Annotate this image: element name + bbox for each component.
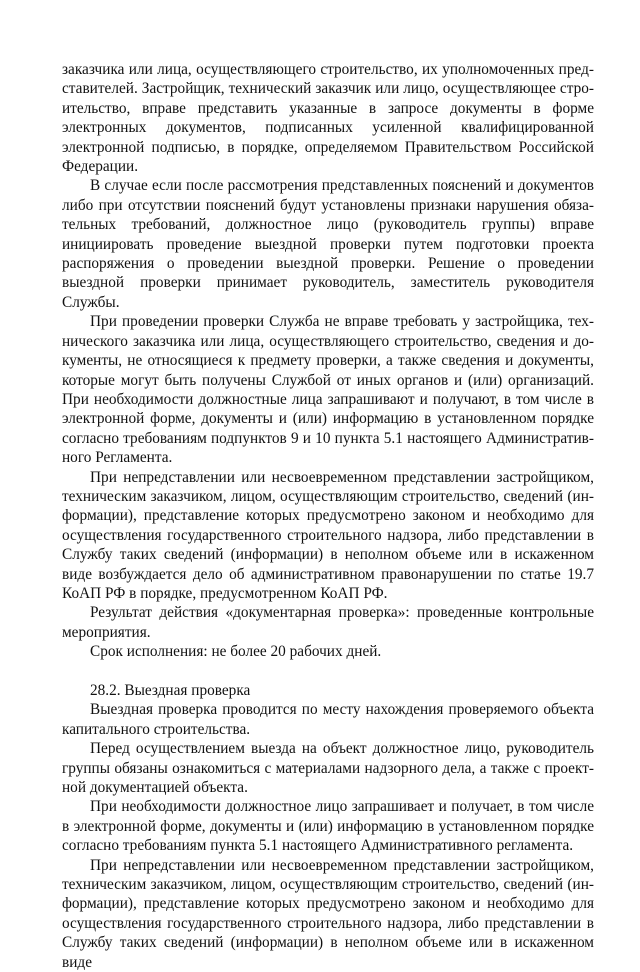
paragraph-inspection-restrictions: При проведении проверки Служба не вправе требовать у застройщика, технического заказчика или лица, осуществляющего строительство, сведения и документы, не относящиеся к предмету проверки, а также сведения и документы, которые могут быть получены Службой от иных органов и (или) организаций. При необходимости должностные лица запрашивают и получают, в том числе в электронной форме, документы и (или) информацию в установленном порядке согласно требованиям подпунктов 9 и 10 пункта 5.1 настоящего Административного Регламента.: [62, 313, 594, 467]
paragraph-continuation: заказчика или лица, осуществляющего строительство, их уполномоченных представителей. Застройщик, технический заказчик или лицо, осуществляющее строительство, вправе представить указанные в запросе документы в форме электронных документов, подписанных усиленной квалифицированной электронной подписью, в порядке, определяемом Правительством Российской Федерации.: [62, 61, 594, 176]
paragraph-non-submission-onsite: При непредставлении или несвоевременном представлении застройщиком, техническим заказчиком, лицом, осуществляющим строительство, сведений (информации), представление которых предусмотрено законом и необходимо для осуществления государственного строительного надзора, либо представлении в Службу таких сведений (информации) в неполном объеме или в искаженном виде: [62, 856, 594, 971]
paragraph-result: Результат действия «документарная проверка»: проведенные контрольные мероприятия.: [62, 604, 594, 641]
section-heading: 28.2. Выездная проверка: [90, 681, 251, 699]
paragraph-deadline: Срок исполнения: не более 20 рабочих дней.: [90, 643, 382, 661]
document-page: [62, 60, 594, 972]
paragraph-onsite-location: Выездная проверка проводится по месту нахождения проверяемого объекта капитального строительства.: [62, 701, 594, 738]
paragraph-violation-signs: В случае если после рассмотрения представленных пояснений и документов либо при отсутствии пояснений будут установлены признаки нарушения обязательных требований, должностное лицо (руководитель группы) вправе инициировать проведение выездной проверки путем подготовки проекта распоряжения о проведении выездной проверки. Решение о проведении выездной проверки принимает руководитель, заместитель руководителя Службы.: [62, 177, 594, 311]
paragraph-request-documents: При необходимости должностное лицо запрашивает и получает, в том числе в электронной форме, документы и (или) информацию в установленном порядке согласно требованиям пункта 5.1 настоящего Административного регламента.: [62, 798, 594, 855]
paragraph-before-visit: Перед осуществлением выезда на объект должностное лицо, руководитель группы обязаны ознакомиться с материалами надзорного дела, а также с проектной документацией объекта.: [62, 740, 594, 797]
paragraph-non-submission: При непредставлении или несвоевременном представлении застройщиком, техническим заказчиком, лицом, осуществляющим строительство, сведений (информации), представление которых предусмотрено законом и необходимо для осуществления государственного строительного надзора, либо представлении в Службу таких сведений (информации) в неполном объеме или в искаженном виде возбуждается дело об административном правонарушении по статье 19.7 КоАП РФ в порядке, предусмотренном КоАП РФ.: [62, 468, 594, 602]
